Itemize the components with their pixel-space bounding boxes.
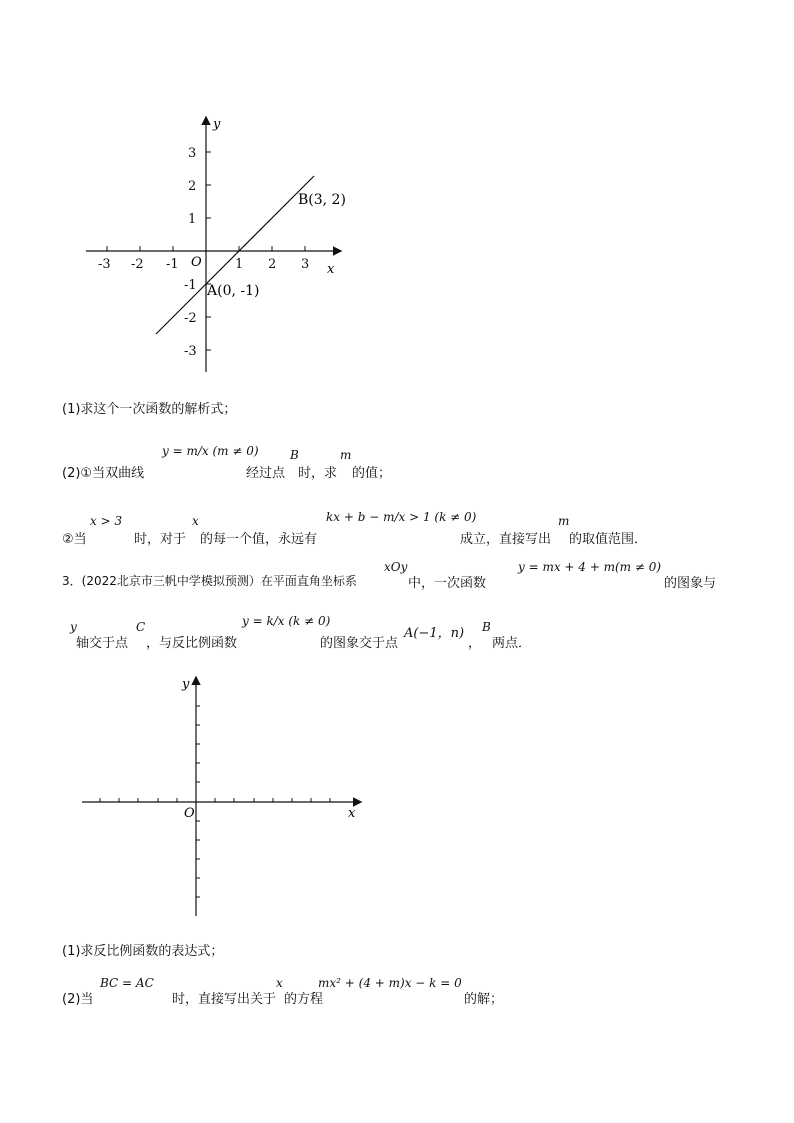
q3-part2-line xyxy=(62,970,762,1010)
x-axis-label: x xyxy=(348,806,356,821)
q2-part2-end: 的值； xyxy=(352,466,392,481)
x-tick-label: -2 xyxy=(131,257,144,272)
q2-part2-prefix: (2)①当双曲线 xyxy=(62,466,145,481)
system-xoy: xOy xyxy=(384,560,408,574)
point-b-var-2: B xyxy=(482,620,491,634)
q3-mid1: 中，一次函数 xyxy=(408,576,487,591)
q2-part3-mid: 时，对于 xyxy=(134,532,187,547)
graph-2 xyxy=(78,672,378,922)
x-tick-label: 2 xyxy=(268,257,277,272)
origin-label: O xyxy=(184,806,195,821)
condition-x-gt-3: x > 3 xyxy=(90,514,123,528)
point-b-label: B(3, 2) xyxy=(298,192,346,208)
origin-label: O xyxy=(191,255,202,270)
q3-part2-end: 的解； xyxy=(464,992,504,1007)
hyperbola-formula: y = m/x (m ≠ 0) xyxy=(162,444,259,458)
q3-part1: (1)求反比例函数的表达式； xyxy=(62,944,224,959)
point-a-coord: A(−1，n) xyxy=(404,626,465,641)
q2-part3-end: 的取值范围． xyxy=(569,532,648,547)
x-tick-label: 3 xyxy=(301,257,310,272)
x-tick-label: -1 xyxy=(166,257,179,272)
inverse-formula: y = k/x (k ≠ 0) xyxy=(242,614,331,628)
x-tick-label: 1 xyxy=(235,257,244,272)
q2-part3-mid2: 的每一个值，永远有 xyxy=(200,532,318,547)
y-axis-label: y xyxy=(213,117,221,132)
q2-part3-prefix: ②当 xyxy=(62,532,87,547)
x-tick-label: -3 xyxy=(98,257,111,272)
linear-function-line xyxy=(156,176,314,334)
point-b-var: B xyxy=(290,448,299,462)
condition-bc-eq-ac: BC = AC xyxy=(100,976,154,990)
y-axis-label: y xyxy=(182,677,190,692)
q3-sep: ， xyxy=(468,636,482,651)
q3-line1 xyxy=(62,560,782,600)
q2-part2-mid: 经过点 xyxy=(246,466,286,481)
q3-part2-prefix: (2)当 xyxy=(62,992,94,1007)
y-tick-label: -1 xyxy=(184,278,197,293)
q2-part2-mid2: 时，求 xyxy=(298,466,338,481)
quadratic-equation: mx² + (4 + m)x − k = 0 xyxy=(318,976,462,990)
y-tick-label: 2 xyxy=(188,179,197,194)
q2-part3-mid3: 成立，直接写出 xyxy=(460,532,552,547)
q3-line2-a: 轴交于点 xyxy=(76,636,129,651)
var-x: x xyxy=(192,514,199,528)
graph-1 xyxy=(80,110,360,380)
var-y: y xyxy=(70,620,77,634)
point-c-var: C xyxy=(136,620,146,634)
x-axis-label: x xyxy=(327,262,335,277)
q3-line2 xyxy=(62,610,782,650)
inequality-formula: kx + b − m/x > 1 (k ≠ 0) xyxy=(326,510,477,524)
point-a-label: A(0, -1) xyxy=(207,283,260,299)
q2-part1: (1)求这个一次函数的解析式； xyxy=(62,402,237,417)
y-tick-label: 1 xyxy=(188,212,197,227)
q3-line2-end: 两点． xyxy=(492,636,532,651)
q3-prefix: 3．(2022北京市三帆中学模拟预测）在平面直角坐标系 xyxy=(62,574,357,588)
q3-mid2: 的图象与 xyxy=(664,576,717,591)
linear-formula: y = mx + 4 + m(m ≠ 0) xyxy=(518,560,662,574)
q3-line2-b: ，与反比例函数 xyxy=(146,636,238,651)
var-m: m xyxy=(340,448,352,462)
q2-part3-line xyxy=(62,506,762,546)
q3-part2-mid2: 的方程 xyxy=(284,992,324,1007)
q2-part2-line xyxy=(62,440,762,480)
q3-line2-c: 的图象交于点 xyxy=(320,636,399,651)
var-x-2: x xyxy=(276,976,283,990)
y-tick-label: 3 xyxy=(188,146,197,161)
y-tick-label: -3 xyxy=(184,344,197,359)
var-m-2: m xyxy=(558,514,570,528)
q3-part2-mid: 时，直接写出关于 xyxy=(172,992,277,1007)
y-tick-label: -2 xyxy=(184,311,197,326)
